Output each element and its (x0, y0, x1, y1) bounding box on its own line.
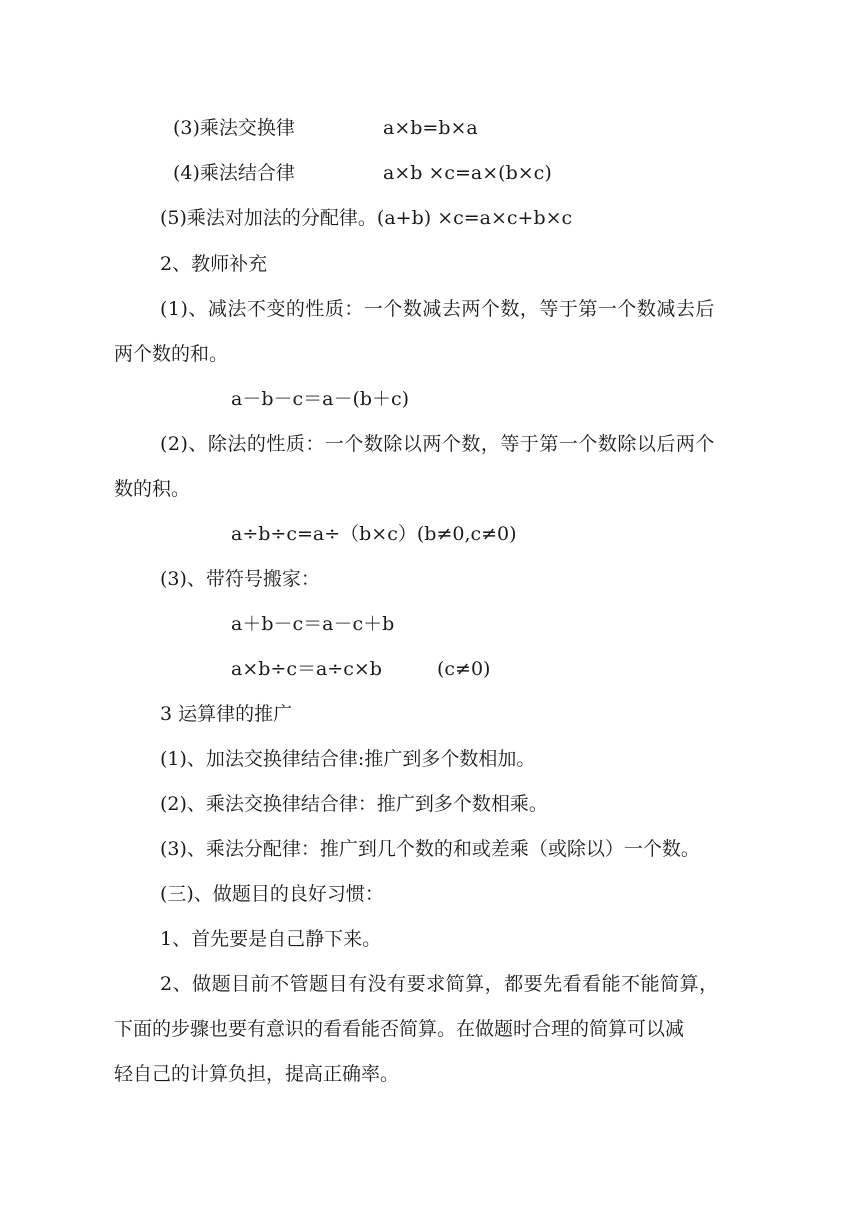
formula-division-property: a÷b÷c=a÷（b×c）(b≠0,c≠0) (231, 523, 517, 545)
law-name: (4)乘法结合律 (173, 162, 295, 184)
habit-item-2-line-3: 轻自己的计算负担，提高正确率。 (114, 1063, 400, 1085)
formula-condition: (c≠0) (437, 658, 491, 680)
section-2-item-3-title: (3)、带符号搬家： (160, 568, 320, 590)
formula-subtraction-property: a－b－c＝a－(b＋c) (231, 388, 410, 410)
law-formula: a×b ×c=a×(b×c) (383, 162, 552, 184)
formula-moving-with-sign-add: a＋b－c＝a－c＋b (231, 613, 395, 635)
habit-item-2-line-1: 2、做题目前不管题目有没有要求简算，都要先看看能不能简算， (160, 973, 719, 995)
section-habits-title: (三)、做题目的良好习惯： (160, 883, 384, 905)
law-distributive: (5)乘法对加法的分配律。(a+b) ×c=a×c+b×c (160, 207, 573, 229)
section-2-item-2-line-1: (2)、除法的性质：一个数除以两个数，等于第一个数除以后两个 (160, 433, 715, 455)
law-name: (3)乘法交换律 (173, 117, 295, 139)
law-formula: a×b=b×a (383, 117, 478, 139)
section-3-item-3: (3)、乘法分配律：推广到几个数的和或差乘（或除以）一个数。 (160, 838, 700, 860)
section-3-title: 3 运算律的推广 (160, 703, 293, 725)
section-2-item-2-line-2: 数的积。 (114, 478, 191, 500)
section-2-title: 2、教师补充 (160, 253, 268, 275)
habit-item-1: 1、首先要是自己静下来。 (160, 928, 382, 950)
section-2-item-1-line-2: 两个数的和。 (114, 343, 229, 365)
section-2-item-1-line-1: (1)、减法不变的性质：一个数减去两个数，等于第一个数减去后 (160, 298, 715, 320)
habit-item-2-line-2: 下面的步骤也要有意识的看看能否简算。在做题时合理的简算可以减 (114, 1018, 685, 1040)
section-3-item-2: (2)、乘法交换律结合律：推广到多个数相乘。 (160, 793, 548, 815)
section-3-item-1: (1)、加法交换律结合律:推广到多个数相加。 (160, 748, 536, 770)
formula-text: a×b÷c＝a÷c×b (231, 658, 382, 680)
